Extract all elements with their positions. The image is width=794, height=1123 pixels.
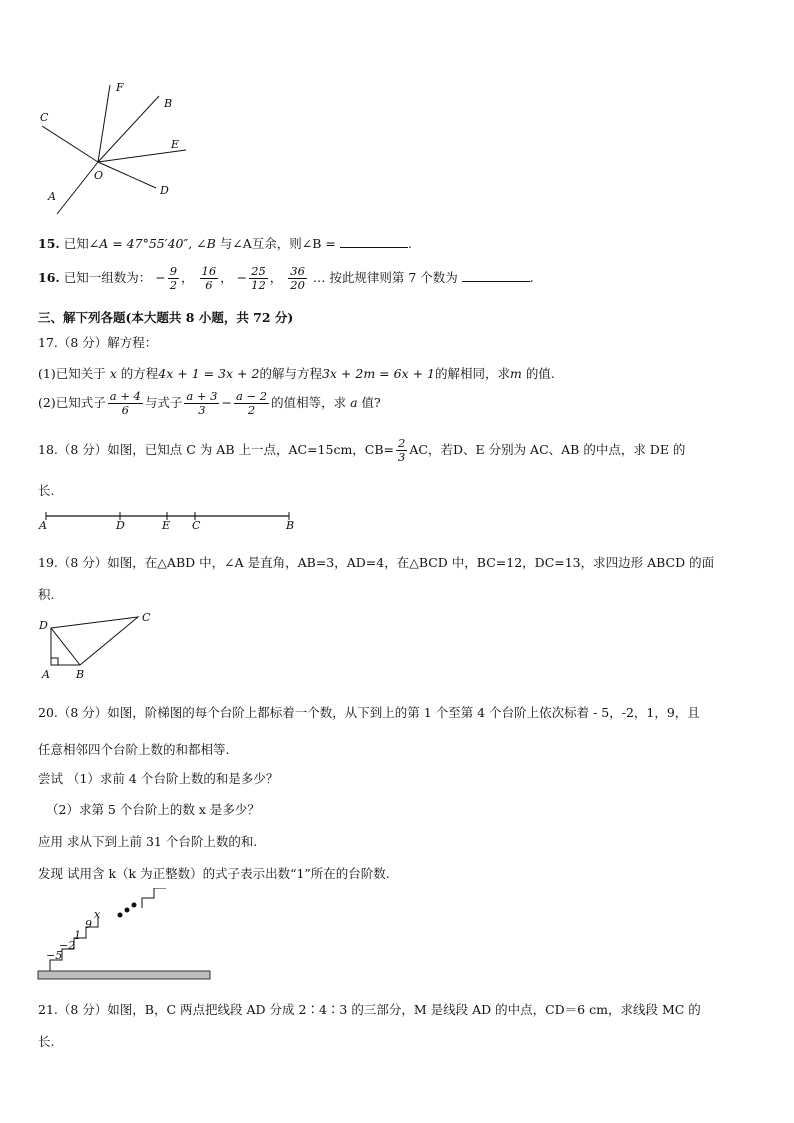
label-d: D [116, 519, 125, 532]
label-c: C [192, 519, 201, 532]
question-15 [38, 234, 412, 252]
ray-oe [98, 150, 186, 162]
label-c: C [142, 611, 151, 624]
q18-line-2: 长. [38, 483, 55, 498]
segment-ab-figure [36, 508, 306, 534]
q21-line-2: 长. [38, 1034, 55, 1049]
q16-frac-4: $\frac{36}{20}$ [290, 264, 305, 292]
q17-part-2: (2)已知式子 $\frac{a + 4}{6}$ 与式子 $\frac{a + 3}{3}$ − $\frac{a - 2}{2}$ 的值相等，求 a 值? [38, 389, 381, 417]
ellipsis-dot-3 [132, 903, 137, 908]
q21-line-1: 21.（8 分）如图，B，C 两点把线段 AD 分成 2∶4∶3 的三部分，M 是线段 AD 的中点，CD＝6 cm，求线段 MC 的 [38, 1002, 701, 1017]
q15-number: 15. [38, 236, 60, 251]
q15-answer-blank[interactable] [340, 235, 408, 248]
q16-frac1-sign: − [155, 270, 166, 285]
quadrilateral-figure [36, 609, 156, 681]
q15-expr: ∠A = 47°55′40″, ∠B [88, 236, 216, 251]
q17-frac-3: $\frac{a - 2}{2}$ [235, 389, 268, 417]
q16-frac-1: $\frac{9}{2}$ [169, 264, 178, 292]
q20-try-1: 尝试 （1）求前 4 个台阶上数的和是多少？ [38, 771, 279, 786]
label-a: A [39, 519, 47, 532]
q17-frac-2: $\frac{a + 3}{3}$ [186, 389, 218, 417]
staircase-figure [36, 888, 216, 984]
label-o: O [94, 169, 104, 182]
q19-line-2: 积. [38, 587, 55, 602]
q17-head: 17.（8 分）解方程： [38, 335, 158, 350]
ground-bar [38, 971, 210, 979]
step-label-3: 1 [74, 929, 81, 942]
label-d: D [160, 184, 169, 197]
label-c: C [40, 111, 49, 124]
q19-line-1: 19.（8 分）如图，在△ABD 中，∠A 是直角，AB=3，AD=4，在△BCD 中，BC=12，DC=13，求四边形 ABCD 的面 [38, 555, 715, 570]
label-d: D [39, 619, 48, 632]
label-b: B [286, 519, 295, 532]
q20-try-2: （2）求第 5 个台阶上的数 x 是多少？ [46, 802, 260, 817]
q20-line-1: 20.（8 分）如图，阶梯图的每个台阶上都标着一个数，从下到上的第 1 个至第 4 个台阶上依次标着 - 5，-2，1，9，且 [38, 705, 700, 720]
step-label-2: −2 [59, 939, 76, 952]
q18-frac: $\frac{2}{3}$ [398, 436, 406, 464]
label-b: B [76, 668, 85, 681]
upper-steps [142, 888, 166, 908]
step-label-5: x [94, 908, 101, 921]
step-label-1: −5 [46, 949, 63, 962]
section-3-title: 三、解下列各题(本大题共 8 小题，共 72 分) [38, 310, 294, 325]
q16-frac-2: $\frac{16}{6}$ [201, 264, 217, 292]
q15-post: . [407, 236, 412, 251]
label-a: A [42, 668, 50, 681]
right-angle-mark [51, 658, 58, 665]
ellipsis-dot-2 [125, 908, 130, 913]
q20-line-2: 任意相邻四个台阶上数的和都相等. [38, 742, 230, 757]
q17-part-1: (1)已知关于 x 的方程4x + 1 = 3x + 2的解与方程3x + 2m = 6x + 1的解相同，求m 的值. [38, 366, 555, 381]
q15-pre: 已知 [63, 236, 89, 251]
q16-end: . [529, 270, 534, 285]
label-e: E [171, 138, 180, 151]
q20-apply: 应用 求从下到上前 31 个台阶上数的和. [38, 834, 258, 849]
label-f: F [116, 81, 124, 94]
ellipsis-dot-1 [118, 913, 123, 918]
q16-pre: 已知一组数为： [63, 270, 152, 285]
diagonal-bd [51, 628, 80, 665]
quad-abcd [51, 617, 138, 665]
q16-frac-3: $\frac{25}{12}$ [251, 264, 266, 292]
ray-oc [42, 126, 98, 162]
q16-post: … 按此规律则第 7 个数为 [312, 270, 458, 285]
angle-rays-figure [36, 76, 206, 221]
ray-oa [57, 162, 98, 214]
q16-answer-blank[interactable] [462, 269, 530, 282]
q20-discover: 发现 试用含 k（k 为正整数）的式子表示出数“1”所在的台阶数. [38, 866, 390, 881]
label-a: A [48, 190, 56, 203]
q16-number: 16. [38, 270, 60, 285]
q15-mid: 与∠A互余，则∠B = [219, 236, 336, 251]
label-e: E [162, 519, 171, 532]
q16-frac3-sign: − [236, 270, 248, 285]
question-16: 16. 已知一组数为： − $\frac{9}{2}$ ， $\frac{16}{6}$ ， − $\frac{25}{12}$ ， $\frac{36}{20}$ … 按此规律则第 7 个数为 . [38, 264, 534, 292]
q18-line-1: 18.（8 分）如图，已知点 C 为 AB 上一点，AC=15cm，CB= $\frac{2}{3}$ AC，若D、E 分别为 AC、AB 的中点，求 DE 的 [38, 436, 686, 464]
q17-frac-1: $\frac{a + 4}{6}$ [109, 389, 141, 417]
label-b: B [164, 97, 173, 110]
ray-od [98, 162, 156, 188]
step-label-4: 9 [85, 918, 92, 931]
